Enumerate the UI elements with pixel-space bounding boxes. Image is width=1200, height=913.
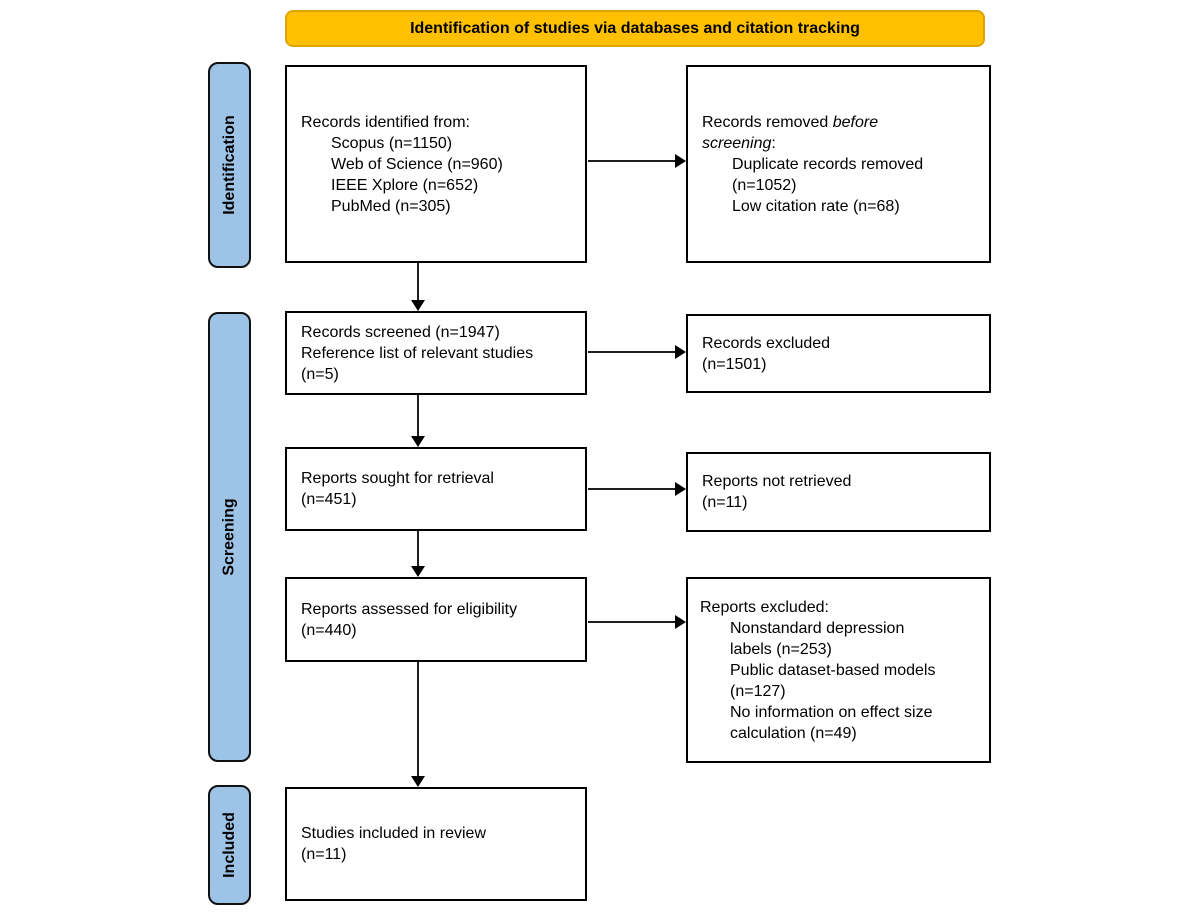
- stage-included-label: Included: [220, 812, 238, 878]
- arrow-sought-to-assessed-line: [417, 531, 419, 567]
- reports-excluded-item: calculation (n=49): [730, 724, 857, 742]
- studies-included-line: (n=11): [301, 846, 347, 863]
- box-reports-not-retrieved: [686, 452, 991, 532]
- arrow-screened-to-excluded-head: [675, 345, 686, 359]
- diagram-title-banner: [285, 10, 985, 47]
- reports-excluded-item: Nonstandard depression: [730, 619, 905, 637]
- stage-identification: [208, 62, 251, 268]
- arrow-screened-to-excluded-line: [588, 351, 676, 353]
- reports-excluded-item: No information on effect size: [730, 703, 933, 721]
- arrow-assessed-to-reportsexcluded-line: [588, 621, 676, 623]
- arrow-sought-to-assessed-head: [411, 566, 425, 577]
- records-identified-item: IEEE Xplore (n=652): [331, 176, 479, 194]
- records-identified-heading: Records identified from:: [301, 113, 470, 131]
- box-reports-excluded: [686, 577, 991, 763]
- diagram-title: Identification of studies via databases and citation tracking: [410, 19, 860, 37]
- reports-not-retrieved-line: Reports not retrieved: [702, 473, 852, 490]
- stage-screening: [208, 312, 251, 762]
- records-removed-heading-line1: Records removed before: [702, 113, 879, 131]
- reports-excluded-heading: Reports excluded:: [700, 598, 829, 616]
- records-removed-item: Duplicate records removed: [732, 155, 924, 173]
- records-excluded-line: (n=1501): [702, 355, 767, 373]
- records-identified-item: PubMed (n=305): [331, 197, 451, 215]
- box-studies-included: [285, 787, 587, 901]
- arrow-assessed-to-reportsexcluded-head: [675, 615, 686, 629]
- arrow-screened-to-sought-line: [417, 395, 419, 437]
- records-removed-item: (n=1052): [732, 176, 797, 194]
- reports-excluded-item: labels (n=253): [730, 640, 832, 658]
- box-records-screened: [285, 311, 587, 395]
- records-removed-heading-line2: screening:: [702, 134, 776, 152]
- box-reports-assessed: [285, 577, 587, 662]
- stage-screening-label: Screening: [220, 498, 238, 576]
- arrow-assessed-to-included-line: [417, 662, 419, 777]
- studies-included-line: Studies included in review: [301, 825, 486, 842]
- arrow-identified-to-screened-line: [417, 263, 419, 301]
- arrow-sought-to-notretrieved-line: [588, 488, 676, 490]
- records-removed-item: Low citation rate (n=68): [732, 197, 900, 215]
- reports-sought-line: Reports sought for retrieval: [301, 470, 494, 487]
- box-records-removed: [686, 65, 991, 263]
- records-identified-item: Web of Science (n=960): [331, 155, 503, 173]
- box-records-excluded: [686, 314, 991, 393]
- records-screened-line: Records screened (n=1947): [301, 323, 500, 341]
- stage-identification-label: Identification: [220, 115, 238, 215]
- records-excluded-line: Records excluded: [702, 334, 831, 352]
- records-screened-line: (n=5): [301, 365, 339, 383]
- arrow-identified-to-screened-head: [411, 300, 425, 311]
- reports-assessed-line: Reports assessed for eligibility: [301, 600, 518, 618]
- arrow-identified-to-removed-line: [588, 160, 676, 162]
- arrow-assessed-to-included-head: [411, 776, 425, 787]
- reports-assessed-line: (n=440): [301, 621, 357, 639]
- box-records-identified: [285, 65, 587, 263]
- arrow-sought-to-notretrieved-head: [675, 482, 686, 496]
- arrow-screened-to-sought-head: [411, 436, 425, 447]
- reports-sought-line: (n=451): [301, 491, 357, 508]
- stage-included: [208, 785, 251, 905]
- reports-excluded-item: Public dataset-based models: [730, 661, 936, 679]
- records-identified-item: Scopus (n=1150): [331, 134, 453, 152]
- arrow-identified-to-removed-head: [675, 154, 686, 168]
- records-screened-line: Reference list of relevant studies: [301, 344, 534, 362]
- box-reports-sought: [285, 447, 587, 531]
- reports-excluded-item: (n=127): [730, 682, 786, 700]
- reports-not-retrieved-line: (n=11): [702, 494, 748, 511]
